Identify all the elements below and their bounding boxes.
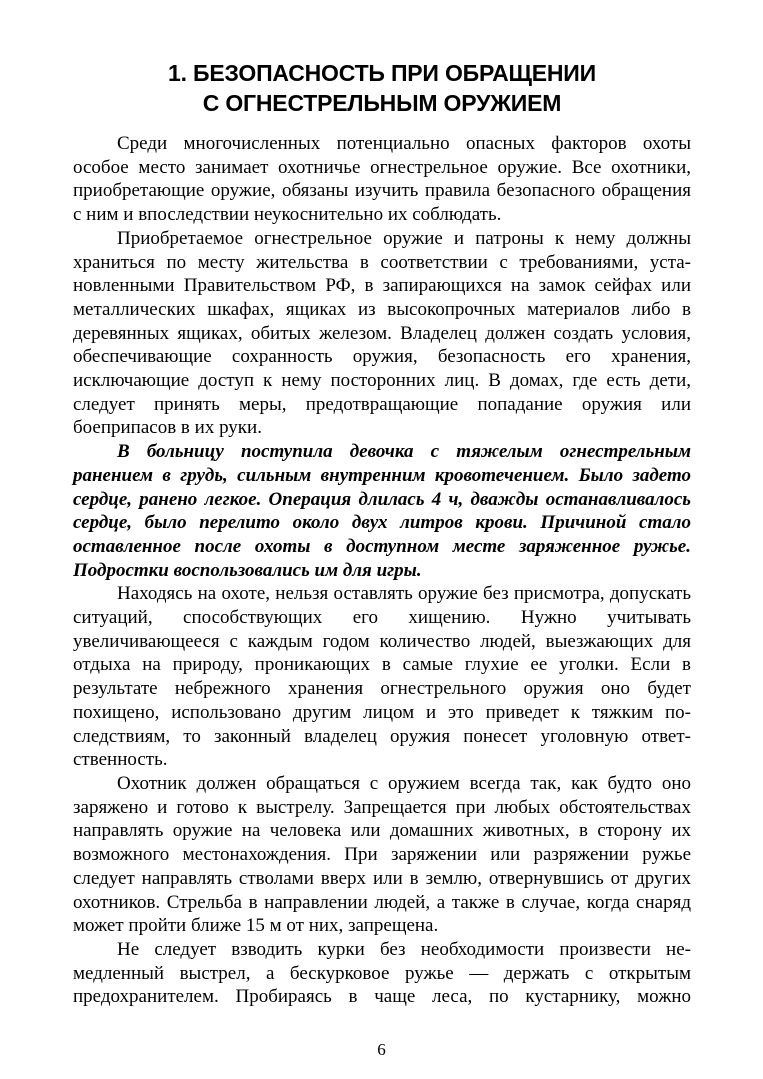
paragraph-supervision: Находясь на охоте, нельзя оставлять оружие без присмотра, допускать ситуаций, способствующих его хищению. Нужно учитывать увеличивающееся с каждым годом количество людей, выезжающих для отдыха на природу, проникающих в самые глухие ее уголки. Если в результате небрежного хранения огнестрельного оружия оно будет похищено, использовано другим лицом и это приведет к тяжким последствиям, то законный владелец оружия понесет уголовную ответственность. — [73, 583, 691, 771]
paragraph-intro: Среди многочисленных потенциально опасных факторов охоты особое место занимает охотничье огнестрельное оружие. Все охотники, приобретающие оружие, обязаны изучить правила безопасного обращения с ним и впоследствии неукоснительно их соблюдать. — [73, 133, 691, 226]
chapter-title-line-1: 1. БЕЗОПАСНОСТЬ ПРИ ОБРАЩЕНИИ — [168, 60, 596, 86]
paragraph-case-example: В больницу поступила девочка с тяжелым огнестрельным ранением в грудь, сильным внутренним кровотечением. Было задето сердце, ранено легкое. Операция длилась 4 ч, дважды останавливалось сердце, было перелито около двух литров крови. Причиной стало оставленное после охоты в доступном месте заряженное ружье. Подростки воспользовались им для игры. — [73, 441, 691, 581]
page-number: 6 — [377, 1040, 386, 1059]
chapter-title — [73, 58, 691, 118]
chapter-title-line-2: С ОГНЕСТРЕЛЬНЫМ ОРУЖИЕМ — [202, 90, 562, 116]
paragraph-hammers: Не следует взводить курки без необходимости произвести немедленный выстрел, а бескурковое ружье — держать с открытым предохранителем. Пробираясь в чаще леса, по кустарнику, можно — [73, 938, 691, 1008]
paragraph-handling: Охотник должен обращаться с оружием всегда так, как будто оно заряжено и готово к выстрелу. Запрещается при любых обстоятельствах направлять оружие на человека или домашних животных, в сторону их возможного местонахождения. При заряжении или разряжении ружье следует направлять стволами вверх или в землю, отвернувшись от других охотников. Стрельба в направлении людей, а также в случае, когда снаряд может пройти ближе 15 м от них, запрещена. — [73, 772, 691, 937]
paragraph-storage: Приобретаемое огнестрельное оружие и патроны к нему должны храниться по месту жительства в соответствии с требованиями, установленными Правительством РФ, в запирающихся на замок сейфах или металлических шкафах, ящиках из высокопрочных материалов либо в деревянных ящиках, обитых железом. Владелец должен создать условия, обеспечивающие сохранность оружия, безопасность его хранения, исключающие доступ к нему посторонних лиц. В домах, где есть дети, следует принять меры, предотвращающие попадание оружия или боеприпасов в их руки. — [73, 227, 691, 439]
document-page — [73, 58, 691, 1009]
